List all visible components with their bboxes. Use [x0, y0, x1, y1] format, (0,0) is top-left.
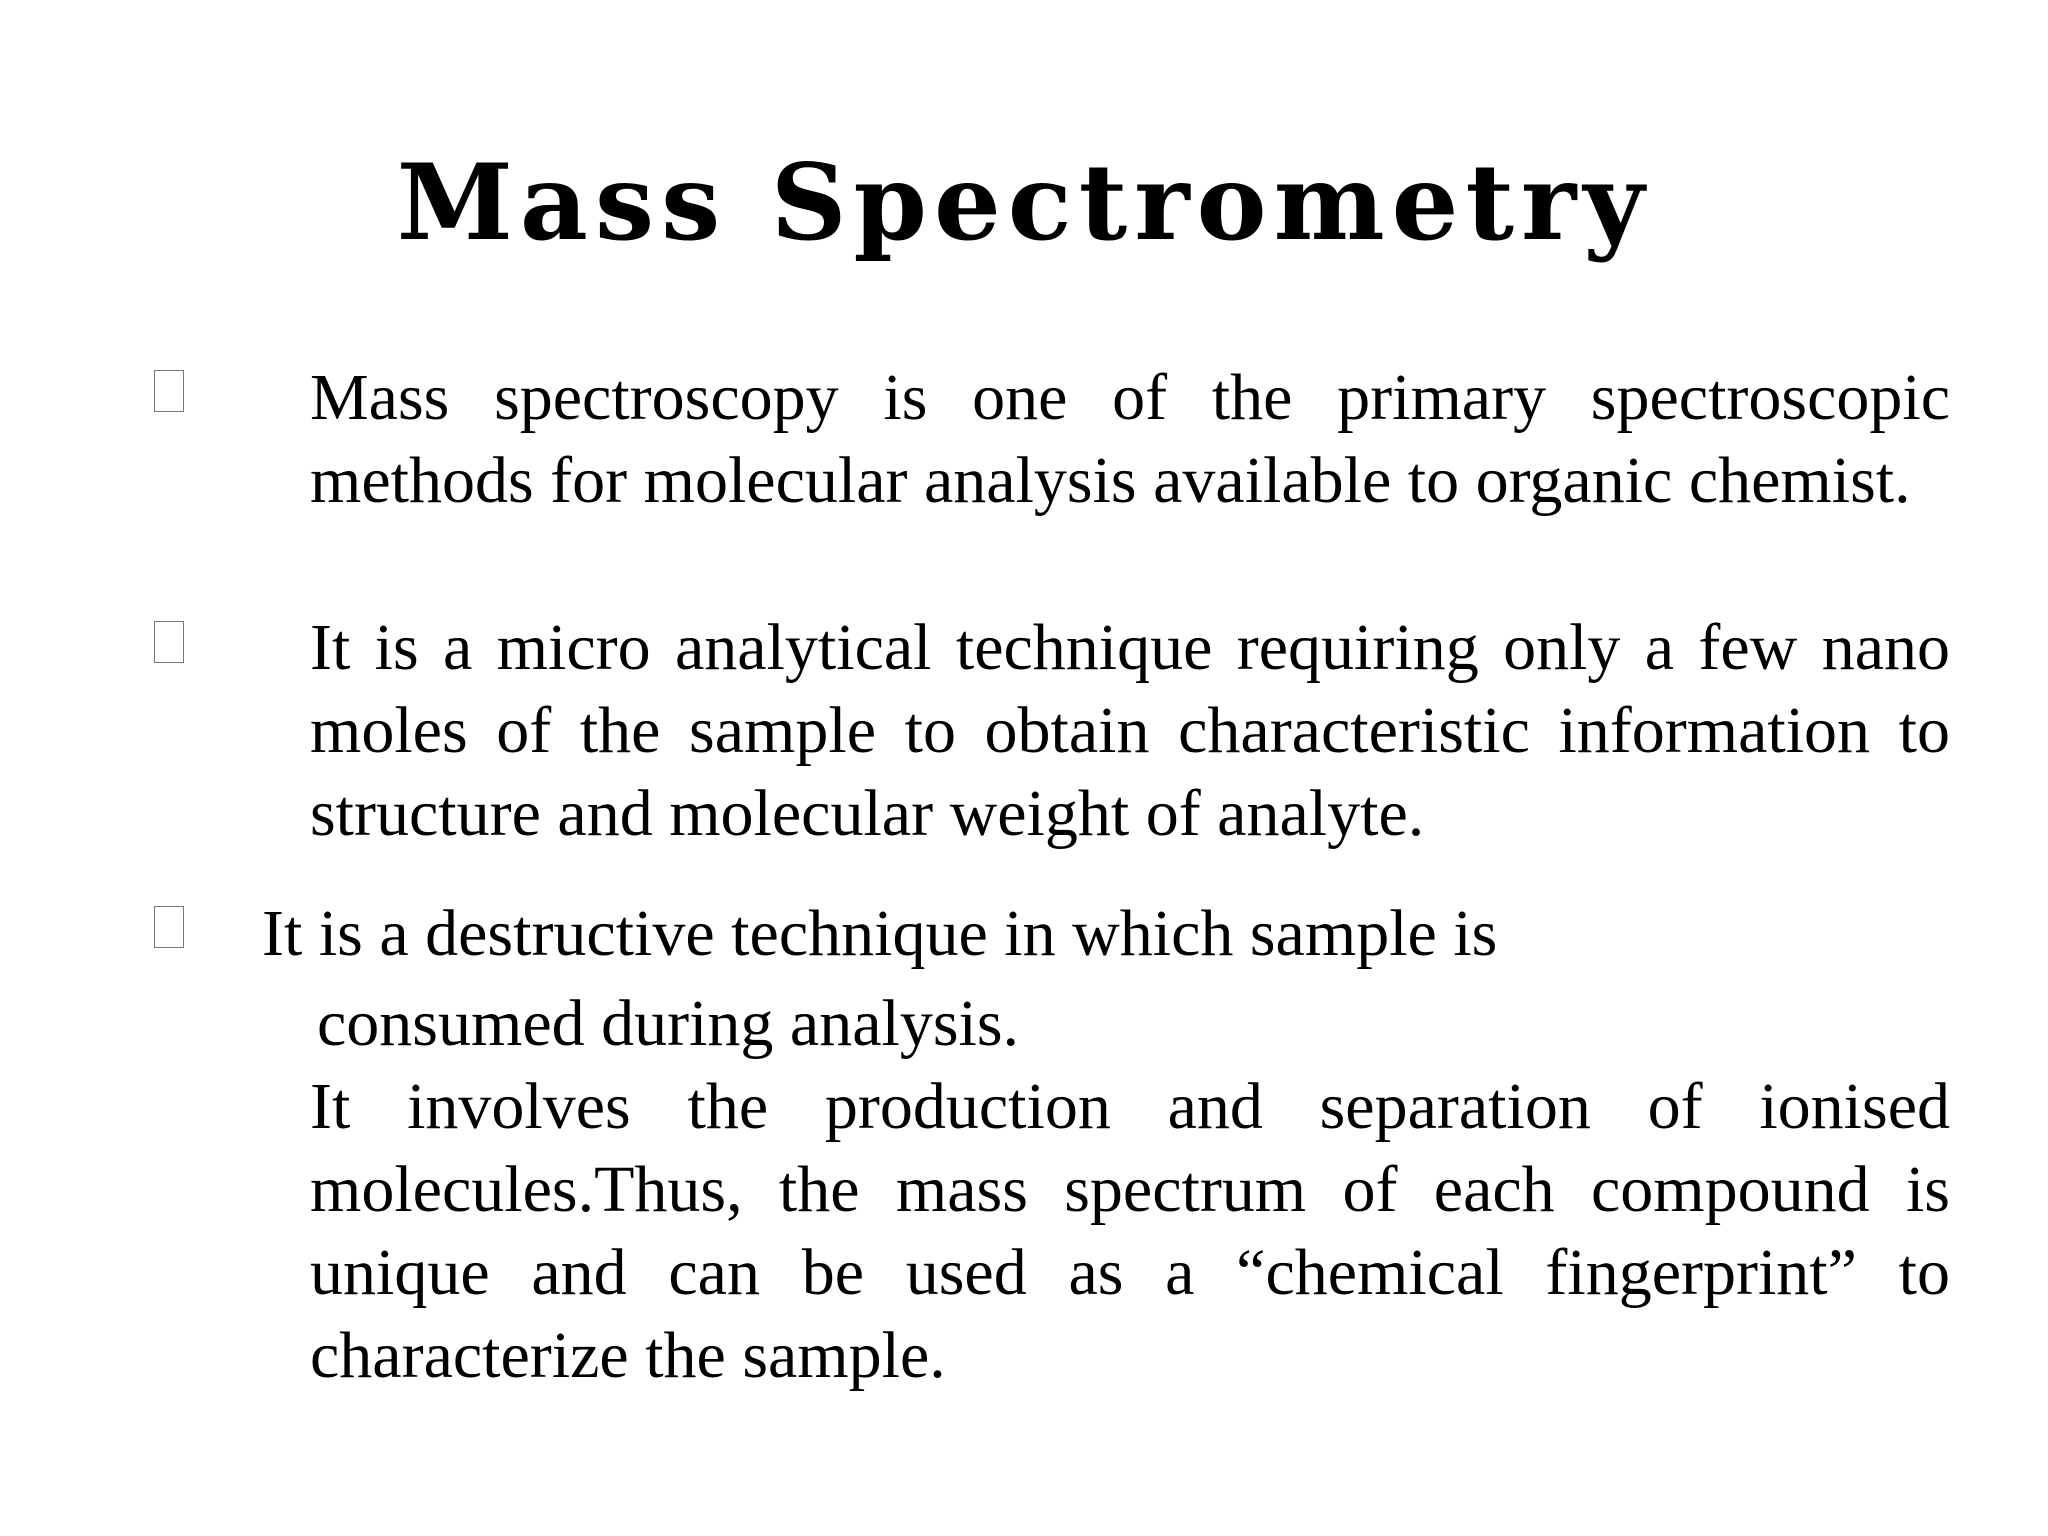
bullet-text-2: It is a micro analytical technique requiring only a few nano moles of the sample to obtain characteristic information to structure and molecular weight of analyte.	[310, 611, 1950, 850]
bullet-square-icon	[154, 906, 184, 948]
slide-title: Mass Spectrometry	[396, 140, 1652, 264]
bullet-text-3	[262, 889, 1962, 1069]
bullet-text-3-line-1: It is a destructive technique in which sample is	[262, 897, 1498, 970]
continuation-paragraph: It involves the production and separation of ionised molecules.Thus, the mass spectrum of each compound is unique and can be used as a “chemical fingerprint” to characterize the sample.	[310, 1070, 1950, 1392]
bullet-square-icon	[154, 370, 184, 412]
bullet-text-1: Mass spectroscopy is one of the primary spectroscopic methods for molecular analysis available to organic chemist.	[310, 361, 1950, 517]
bullet-square-icon	[154, 621, 184, 663]
bullet-text-3-line-2: consumed during analysis.	[317, 987, 1020, 1060]
